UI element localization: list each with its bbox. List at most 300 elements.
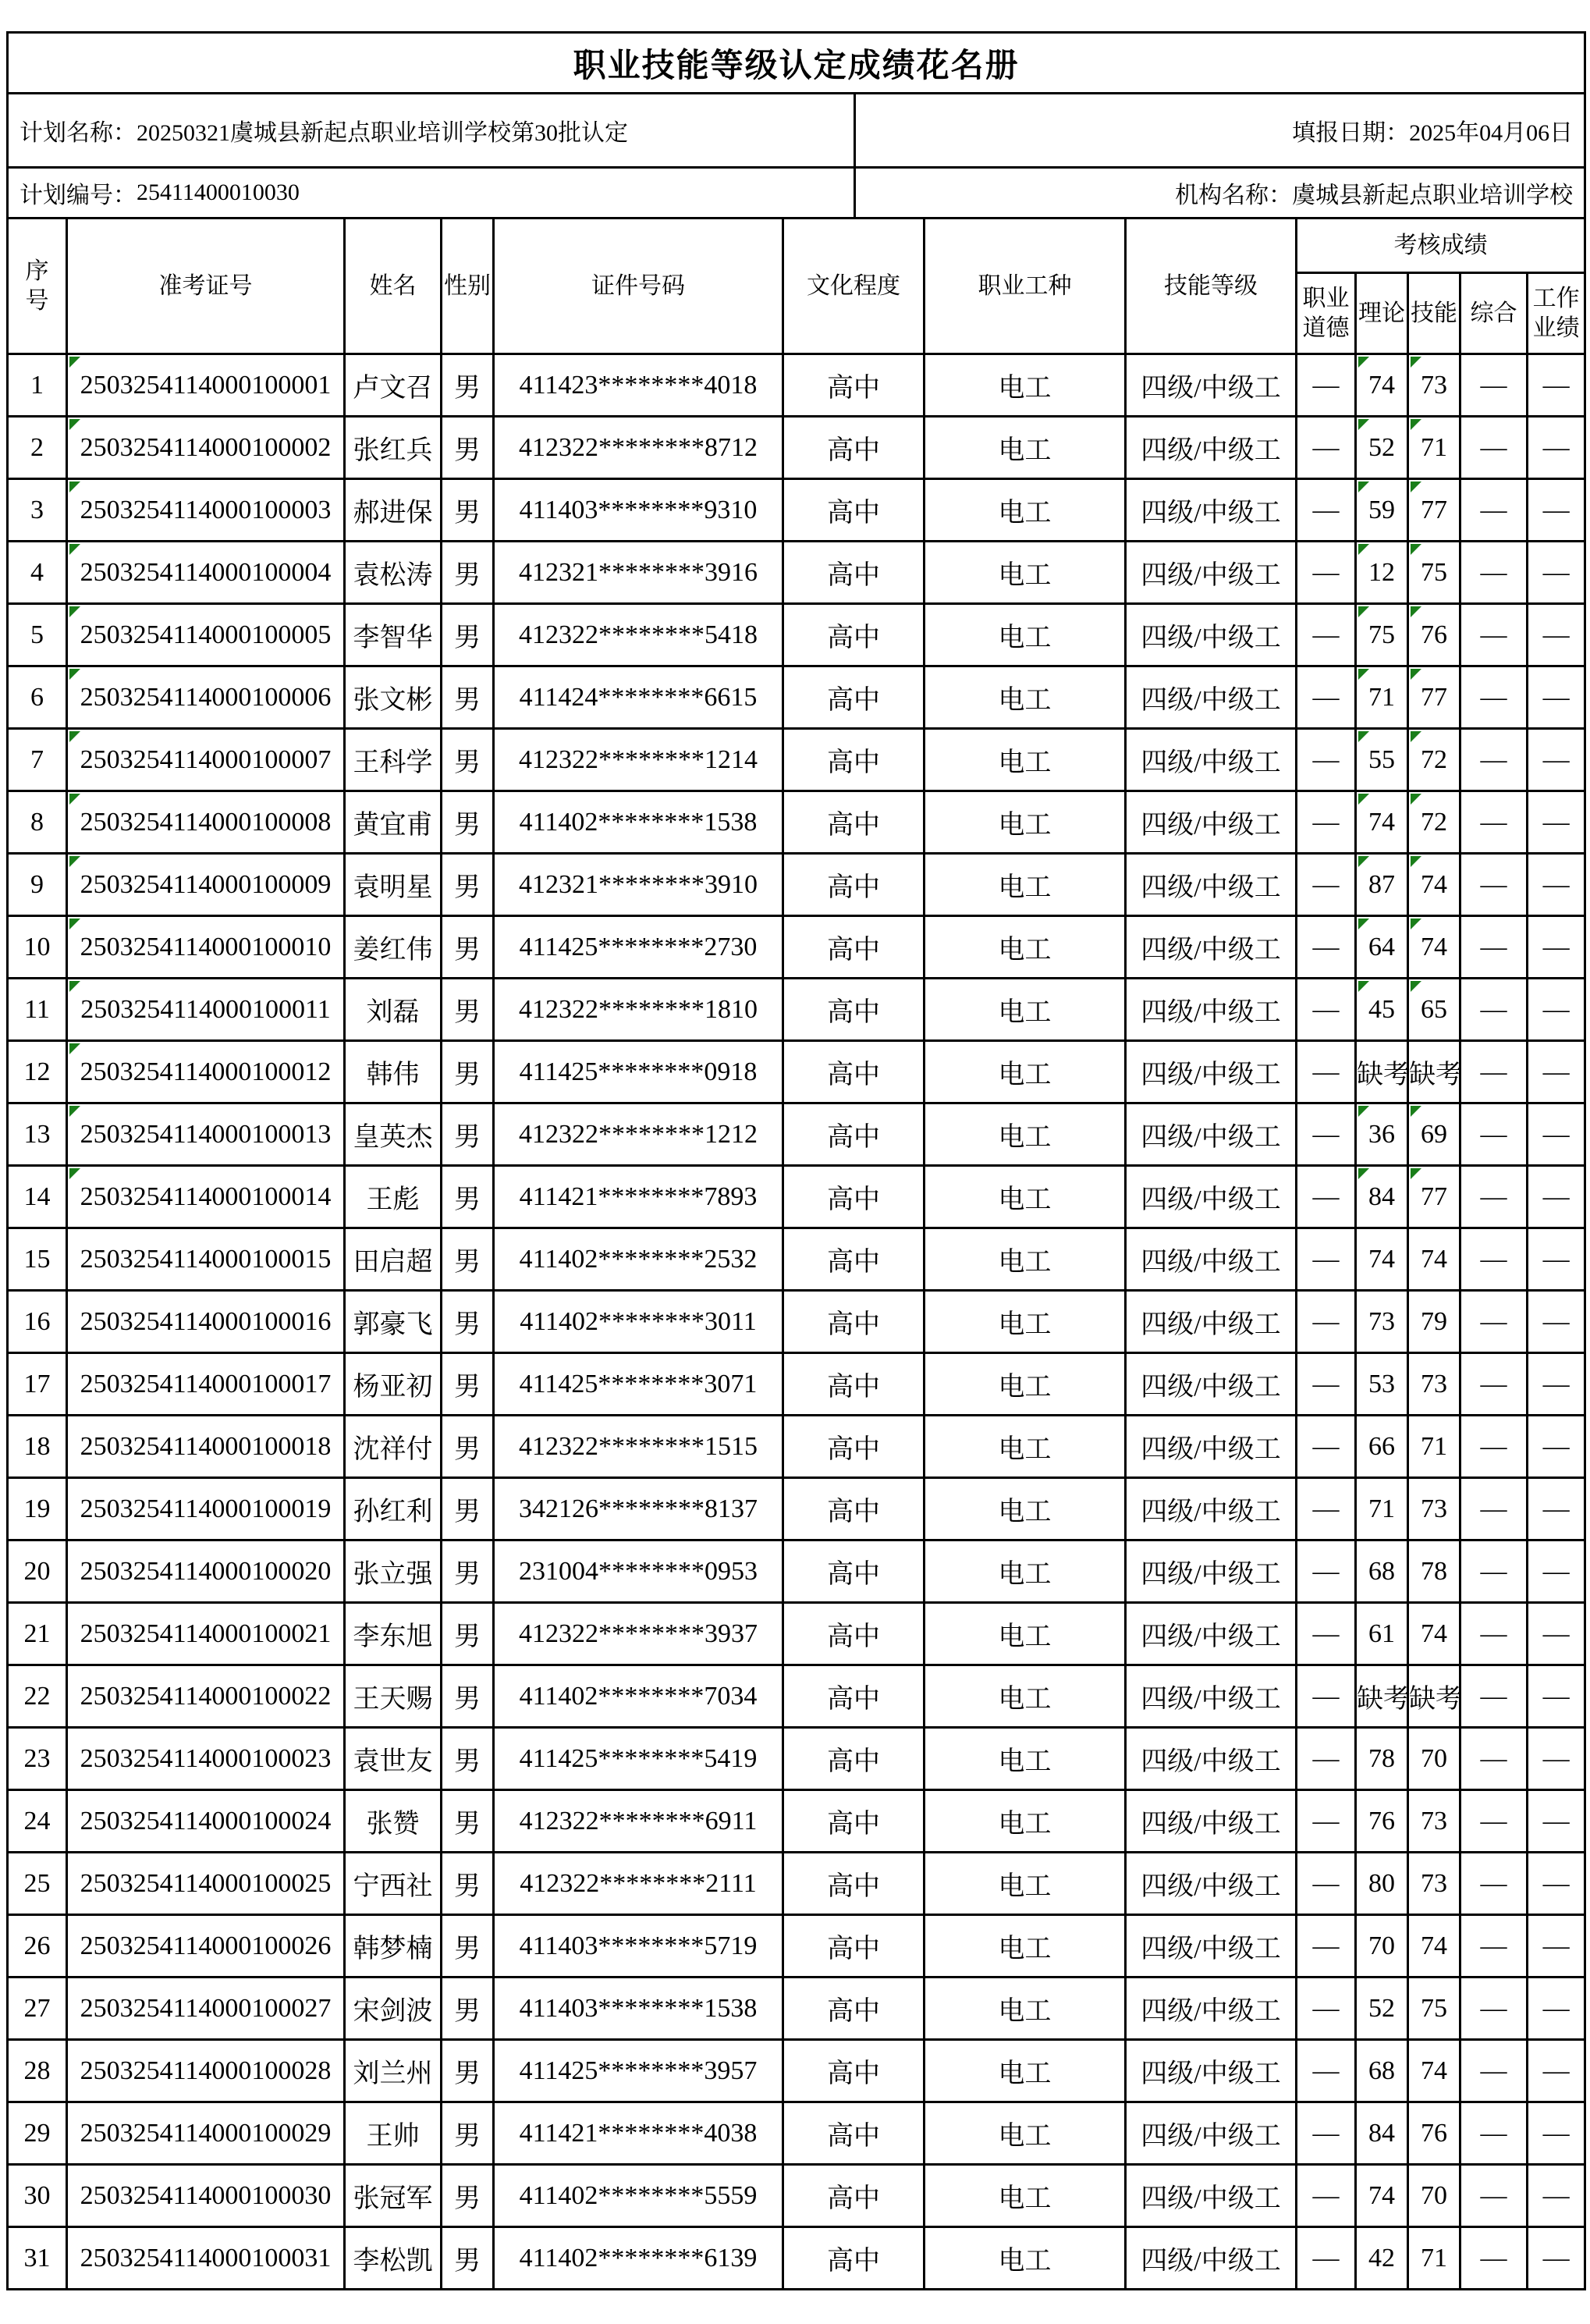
- cell-education: 高中: [783, 1540, 925, 1603]
- cell-comprehensive: —: [1460, 1416, 1528, 1478]
- roster-table: [6, 31, 1586, 2290]
- cell-comprehensive: —: [1460, 666, 1528, 729]
- cell-ticket: 2503254114000100001: [67, 354, 345, 417]
- cell-no: 5: [8, 604, 67, 666]
- cell-id-number: 412322********1214: [494, 729, 783, 791]
- cell-work-performance: —: [1528, 1915, 1585, 1978]
- cell-gender: 男: [442, 1353, 494, 1416]
- cell-theory: 缺考: [1356, 1665, 1408, 1728]
- cell-ethics: —: [1297, 354, 1356, 417]
- cell-gender: 男: [442, 666, 494, 729]
- cell-name: 李智华: [345, 604, 442, 666]
- cell-no: 9: [8, 854, 67, 916]
- cell-comprehensive: —: [1460, 2102, 1528, 2165]
- cell-ethics: —: [1297, 1353, 1356, 1416]
- cell-comprehensive: —: [1460, 417, 1528, 479]
- cell-id-number: 412322********8712: [494, 417, 783, 479]
- cell-gender: 男: [442, 1416, 494, 1478]
- cell-skill: 缺考: [1408, 1665, 1460, 1728]
- cell-education: 高中: [783, 1665, 925, 1728]
- cell-name: 张冠军: [345, 2165, 442, 2227]
- cell-gender: 男: [442, 1478, 494, 1540]
- cell-no: 26: [8, 1915, 67, 1978]
- cell-skill-level: 四级/中级工: [1126, 1853, 1297, 1915]
- cell-gender: 男: [442, 1103, 494, 1166]
- cell-occupation: 电工: [925, 1166, 1126, 1228]
- cell-skill: 74: [1408, 2040, 1460, 2102]
- cell-name: 郭豪飞: [345, 1291, 442, 1353]
- cell-id-number: 411403********5719: [494, 1915, 783, 1978]
- cell-occupation: 电工: [925, 2227, 1126, 2290]
- cell-education: 高中: [783, 542, 925, 604]
- cell-ethics: —: [1297, 1728, 1356, 1790]
- cell-name: 韩梦楠: [345, 1915, 442, 1978]
- cell-theory: 64: [1356, 916, 1408, 979]
- cell-work-performance: —: [1528, 1540, 1585, 1603]
- cell-occupation: 电工: [925, 1540, 1126, 1603]
- table-row: [8, 479, 1585, 542]
- cell-ticket: 2503254114000100005: [67, 604, 345, 666]
- cell-occupation: 电工: [925, 1665, 1126, 1728]
- cell-comprehensive: —: [1460, 2040, 1528, 2102]
- table-row: [8, 1540, 1585, 1603]
- cell-skill: 74: [1408, 916, 1460, 979]
- table-row: [8, 542, 1585, 604]
- cell-occupation: 电工: [925, 604, 1126, 666]
- org-name: [856, 169, 1584, 217]
- cell-name: 孙红利: [345, 1478, 442, 1540]
- cell-skill-level: 四级/中级工: [1126, 604, 1297, 666]
- cell-ticket: 2503254114000100028: [67, 2040, 345, 2102]
- table-row: [8, 1790, 1585, 1853]
- cell-no: 14: [8, 1166, 67, 1228]
- cell-occupation: 电工: [925, 1853, 1126, 1915]
- cell-skill-level: 四级/中级工: [1126, 1603, 1297, 1665]
- cell-name: 张立强: [345, 1540, 442, 1603]
- org-name-label: 机构名称：: [1175, 183, 1293, 208]
- cell-name: 张文彬: [345, 666, 442, 729]
- cell-work-performance: —: [1528, 542, 1585, 604]
- cell-ethics: —: [1297, 1603, 1356, 1665]
- cell-ethics: —: [1297, 1790, 1356, 1853]
- cell-id-number: 411421********4038: [494, 2102, 783, 2165]
- plan-number-row: [8, 168, 1585, 219]
- cell-education: 高中: [783, 916, 925, 979]
- cell-theory: 45: [1356, 979, 1408, 1041]
- cell-name: 刘磊: [345, 979, 442, 1041]
- cell-ticket: 2503254114000100004: [67, 542, 345, 604]
- cell-skill: 71: [1408, 2227, 1460, 2290]
- cell-name: 宁西社: [345, 1853, 442, 1915]
- cell-education: 高中: [783, 1353, 925, 1416]
- cell-theory: 74: [1356, 354, 1408, 417]
- cell-ticket: 2503254114000100017: [67, 1353, 345, 1416]
- cell-education: 高中: [783, 1603, 925, 1665]
- cell-education: 高中: [783, 1291, 925, 1353]
- cell-comprehensive: —: [1460, 1853, 1528, 1915]
- cell-no: 18: [8, 1416, 67, 1478]
- cell-no: 6: [8, 666, 67, 729]
- table-row: [8, 1665, 1585, 1728]
- cell-no: 30: [8, 2165, 67, 2227]
- cell-id-number: 411425********3957: [494, 2040, 783, 2102]
- cell-skill-level: 四级/中级工: [1126, 1166, 1297, 1228]
- cell-no: 24: [8, 1790, 67, 1853]
- cell-work-performance: —: [1528, 1790, 1585, 1853]
- col-header-gender: 性别: [442, 219, 494, 354]
- cell-name: 刘兰州: [345, 2040, 442, 2102]
- cell-skill-level: 四级/中级工: [1126, 2165, 1297, 2227]
- cell-gender: 男: [442, 604, 494, 666]
- col-header-score-group: 考核成绩: [1297, 219, 1585, 273]
- cell-education: 高中: [783, 1853, 925, 1915]
- cell-ethics: —: [1297, 1853, 1356, 1915]
- cell-ticket: 2503254114000100011: [67, 979, 345, 1041]
- cell-gender: 男: [442, 1665, 494, 1728]
- cell-ticket: 2503254114000100019: [67, 1478, 345, 1540]
- cell-id-number: 411402********5559: [494, 2165, 783, 2227]
- cell-theory: 52: [1356, 1978, 1408, 2040]
- cell-ethics: —: [1297, 729, 1356, 791]
- cell-gender: 男: [442, 479, 494, 542]
- cell-work-performance: —: [1528, 1166, 1585, 1228]
- cell-skill-level: 四级/中级工: [1126, 854, 1297, 916]
- cell-skill-level: 四级/中级工: [1126, 1228, 1297, 1291]
- table-row: [8, 417, 1585, 479]
- cell-ticket: 2503254114000100029: [67, 2102, 345, 2165]
- cell-education: 高中: [783, 2165, 925, 2227]
- cell-gender: 男: [442, 417, 494, 479]
- cell-occupation: 电工: [925, 1478, 1126, 1540]
- cell-ethics: —: [1297, 2165, 1356, 2227]
- cell-work-performance: —: [1528, 479, 1585, 542]
- cell-theory: 42: [1356, 2227, 1408, 2290]
- cell-occupation: 电工: [925, 666, 1126, 729]
- cell-skill-level: 四级/中级工: [1126, 2040, 1297, 2102]
- table-row: [8, 1915, 1585, 1978]
- cell-skill: 77: [1408, 666, 1460, 729]
- cell-theory: 70: [1356, 1915, 1408, 1978]
- plan-info-row: [8, 94, 1585, 168]
- cell-education: 高中: [783, 604, 925, 666]
- cell-id-number: 411423********4018: [494, 354, 783, 417]
- cell-work-performance: —: [1528, 2165, 1585, 2227]
- cell-gender: 男: [442, 354, 494, 417]
- cell-gender: 男: [442, 2165, 494, 2227]
- cell-education: 高中: [783, 1478, 925, 1540]
- cell-skill: 71: [1408, 1416, 1460, 1478]
- cell-education: 高中: [783, 1103, 925, 1166]
- cell-no: 20: [8, 1540, 67, 1603]
- cell-skill: 75: [1408, 1978, 1460, 2040]
- cell-occupation: 电工: [925, 1228, 1126, 1291]
- cell-name: 皇英杰: [345, 1103, 442, 1166]
- table-row: [8, 729, 1585, 791]
- table-row: [8, 1603, 1585, 1665]
- cell-theory: 75: [1356, 604, 1408, 666]
- cell-comprehensive: —: [1460, 729, 1528, 791]
- cell-ticket: 2503254114000100030: [67, 2165, 345, 2227]
- cell-skill: 74: [1408, 1603, 1460, 1665]
- cell-comprehensive: —: [1460, 1041, 1528, 1103]
- cell-skill-level: 四级/中级工: [1126, 1478, 1297, 1540]
- cell-comprehensive: —: [1460, 1166, 1528, 1228]
- cell-comprehensive: —: [1460, 542, 1528, 604]
- cell-skill: 77: [1408, 1166, 1460, 1228]
- cell-id-number: 412322********6911: [494, 1790, 783, 1853]
- col-header-occupation: 职业工种: [925, 219, 1126, 354]
- cell-skill-level: 四级/中级工: [1126, 1915, 1297, 1978]
- cell-work-performance: —: [1528, 666, 1585, 729]
- cell-education: 高中: [783, 1978, 925, 2040]
- cell-occupation: 电工: [925, 1603, 1126, 1665]
- cell-id-number: 342126********8137: [494, 1478, 783, 1540]
- col-header-work-performance: 工作业绩: [1528, 273, 1585, 354]
- cell-comprehensive: —: [1460, 479, 1528, 542]
- cell-comprehensive: —: [1460, 2227, 1528, 2290]
- cell-theory: 71: [1356, 1478, 1408, 1540]
- cell-work-performance: —: [1528, 979, 1585, 1041]
- cell-work-performance: —: [1528, 1728, 1585, 1790]
- cell-skill: 72: [1408, 729, 1460, 791]
- cell-id-number: 411421********7893: [494, 1166, 783, 1228]
- cell-education: 高中: [783, 2102, 925, 2165]
- cell-skill: 79: [1408, 1291, 1460, 1353]
- cell-name: 田启超: [345, 1228, 442, 1291]
- cell-comprehensive: —: [1460, 1353, 1528, 1416]
- cell-theory: 12: [1356, 542, 1408, 604]
- cell-ticket: 2503254114000100023: [67, 1728, 345, 1790]
- cell-theory: 61: [1356, 1603, 1408, 1665]
- cell-ticket: 2503254114000100003: [67, 479, 345, 542]
- cell-occupation: 电工: [925, 1103, 1126, 1166]
- cell-comprehensive: —: [1460, 354, 1528, 417]
- cell-id-number: 411403********9310: [494, 479, 783, 542]
- cell-work-performance: —: [1528, 1103, 1585, 1166]
- cell-skill: 78: [1408, 1540, 1460, 1603]
- cell-skill-level: 四级/中级工: [1126, 1665, 1297, 1728]
- cell-skill: 缺考: [1408, 1041, 1460, 1103]
- cell-skill-level: 四级/中级工: [1126, 417, 1297, 479]
- cell-gender: 男: [442, 1728, 494, 1790]
- cell-education: 高中: [783, 854, 925, 916]
- cell-skill: 65: [1408, 979, 1460, 1041]
- cell-skill: 76: [1408, 2102, 1460, 2165]
- cell-work-performance: —: [1528, 854, 1585, 916]
- cell-comprehensive: —: [1460, 1478, 1528, 1540]
- cell-work-performance: —: [1528, 604, 1585, 666]
- cell-theory: 74: [1356, 2165, 1408, 2227]
- cell-ethics: —: [1297, 1416, 1356, 1478]
- plan-name: [9, 94, 856, 166]
- cell-comprehensive: —: [1460, 1978, 1528, 2040]
- cell-skill: 76: [1408, 604, 1460, 666]
- cell-work-performance: —: [1528, 1228, 1585, 1291]
- cell-gender: 男: [442, 1228, 494, 1291]
- cell-gender: 男: [442, 2227, 494, 2290]
- cell-ticket: 2503254114000100027: [67, 1978, 345, 2040]
- cell-theory: 68: [1356, 2040, 1408, 2102]
- cell-skill: 74: [1408, 1915, 1460, 1978]
- cell-ticket: 2503254114000100007: [67, 729, 345, 791]
- col-header-education: 文化程度: [783, 219, 925, 354]
- col-header-id-number: 证件号码: [494, 219, 783, 354]
- cell-no: 8: [8, 791, 67, 854]
- cell-work-performance: —: [1528, 1416, 1585, 1478]
- cell-name: 卢文召: [345, 354, 442, 417]
- cell-comprehensive: —: [1460, 1603, 1528, 1665]
- cell-education: 高中: [783, 1228, 925, 1291]
- cell-work-performance: —: [1528, 916, 1585, 979]
- cell-comprehensive: —: [1460, 791, 1528, 854]
- cell-occupation: 电工: [925, 417, 1126, 479]
- cell-work-performance: —: [1528, 1603, 1585, 1665]
- cell-comprehensive: —: [1460, 1291, 1528, 1353]
- cell-no: 29: [8, 2102, 67, 2165]
- cell-name: 袁明星: [345, 854, 442, 916]
- cell-id-number: 412321********3910: [494, 854, 783, 916]
- cell-no: 3: [8, 479, 67, 542]
- col-header-skill: 技能: [1408, 273, 1460, 354]
- cell-skill: 73: [1408, 354, 1460, 417]
- cell-education: 高中: [783, 1728, 925, 1790]
- cell-skill: 75: [1408, 542, 1460, 604]
- table-row: [8, 1291, 1585, 1353]
- cell-skill: 73: [1408, 1790, 1460, 1853]
- cell-skill: 74: [1408, 854, 1460, 916]
- cell-ethics: —: [1297, 854, 1356, 916]
- table-row: [8, 1416, 1585, 1478]
- report-date-label: 填报日期：: [1292, 120, 1410, 146]
- cell-skill-level: 四级/中级工: [1126, 729, 1297, 791]
- cell-gender: 男: [442, 542, 494, 604]
- cell-no: 17: [8, 1353, 67, 1416]
- cell-gender: 男: [442, 2102, 494, 2165]
- cell-skill-level: 四级/中级工: [1126, 2227, 1297, 2290]
- cell-work-performance: —: [1528, 729, 1585, 791]
- plan-number: [9, 169, 856, 217]
- cell-skill-level: 四级/中级工: [1126, 1790, 1297, 1853]
- cell-ethics: —: [1297, 1478, 1356, 1540]
- cell-education: 高中: [783, 1790, 925, 1853]
- cell-id-number: 411402********7034: [494, 1665, 783, 1728]
- cell-id-number: 412322********2111: [494, 1853, 783, 1915]
- cell-no: 31: [8, 2227, 67, 2290]
- cell-occupation: 电工: [925, 2165, 1126, 2227]
- cell-education: 高中: [783, 417, 925, 479]
- cell-skill: 72: [1408, 791, 1460, 854]
- cell-ticket: 2503254114000100008: [67, 791, 345, 854]
- cell-id-number: 411402********2532: [494, 1228, 783, 1291]
- cell-education: 高中: [783, 729, 925, 791]
- cell-theory: 74: [1356, 791, 1408, 854]
- cell-gender: 男: [442, 1915, 494, 1978]
- table-row: [8, 1103, 1585, 1166]
- cell-ticket: 2503254114000100020: [67, 1540, 345, 1603]
- cell-education: 高中: [783, 1166, 925, 1228]
- col-header-skill-level: 技能等级: [1126, 219, 1297, 354]
- cell-skill: 77: [1408, 479, 1460, 542]
- cell-work-performance: —: [1528, 2227, 1585, 2290]
- table-row: [8, 666, 1585, 729]
- table-row: [8, 2102, 1585, 2165]
- cell-education: 高中: [783, 2227, 925, 2290]
- cell-work-performance: —: [1528, 1853, 1585, 1915]
- cell-name: 袁世友: [345, 1728, 442, 1790]
- cell-education: 高中: [783, 1915, 925, 1978]
- cell-work-performance: —: [1528, 417, 1585, 479]
- cell-gender: 男: [442, 2040, 494, 2102]
- cell-occupation: 电工: [925, 1041, 1126, 1103]
- cell-name: 张红兵: [345, 417, 442, 479]
- cell-education: 高中: [783, 979, 925, 1041]
- cell-id-number: 411403********1538: [494, 1978, 783, 2040]
- cell-theory: 84: [1356, 1166, 1408, 1228]
- cell-comprehensive: —: [1460, 604, 1528, 666]
- cell-ethics: —: [1297, 1978, 1356, 2040]
- cell-id-number: 412322********3937: [494, 1603, 783, 1665]
- cell-occupation: 电工: [925, 2102, 1126, 2165]
- cell-name: 王科学: [345, 729, 442, 791]
- cell-occupation: 电工: [925, 1728, 1126, 1790]
- cell-occupation: 电工: [925, 729, 1126, 791]
- cell-gender: 男: [442, 729, 494, 791]
- table-row: [8, 604, 1585, 666]
- cell-id-number: 412322********1212: [494, 1103, 783, 1166]
- col-header-comprehensive: 综合: [1460, 273, 1528, 354]
- cell-occupation: 电工: [925, 1915, 1126, 1978]
- cell-theory: 68: [1356, 1540, 1408, 1603]
- cell-work-performance: —: [1528, 1041, 1585, 1103]
- table-row: [8, 1728, 1585, 1790]
- cell-id-number: 412321********3916: [494, 542, 783, 604]
- cell-skill: 73: [1408, 1853, 1460, 1915]
- plan-number-label: 计划编号：: [20, 183, 137, 208]
- cell-gender: 男: [442, 1291, 494, 1353]
- cell-occupation: 电工: [925, 2040, 1126, 2102]
- cell-ethics: —: [1297, 1915, 1356, 1978]
- cell-skill-level: 四级/中级工: [1126, 1291, 1297, 1353]
- cell-education: 高中: [783, 1041, 925, 1103]
- cell-ticket: 2503254114000100021: [67, 1603, 345, 1665]
- cell-gender: 男: [442, 979, 494, 1041]
- cell-no: 7: [8, 729, 67, 791]
- table-row: [8, 979, 1585, 1041]
- cell-skill-level: 四级/中级工: [1126, 542, 1297, 604]
- cell-ticket: 2503254114000100024: [67, 1790, 345, 1853]
- cell-occupation: 电工: [925, 479, 1126, 542]
- cell-ethics: —: [1297, 1166, 1356, 1228]
- cell-id-number: 412322********1810: [494, 979, 783, 1041]
- cell-theory: 66: [1356, 1416, 1408, 1478]
- cell-occupation: 电工: [925, 354, 1126, 417]
- cell-occupation: 电工: [925, 1416, 1126, 1478]
- cell-gender: 男: [442, 1978, 494, 2040]
- cell-id-number: 411425********5419: [494, 1728, 783, 1790]
- cell-no: 21: [8, 1603, 67, 1665]
- cell-occupation: 电工: [925, 1790, 1126, 1853]
- table-row: [8, 1478, 1585, 1540]
- cell-id-number: 412322********1515: [494, 1416, 783, 1478]
- cell-gender: 男: [442, 1603, 494, 1665]
- cell-ticket: 2503254114000100014: [67, 1166, 345, 1228]
- cell-comprehensive: —: [1460, 1228, 1528, 1291]
- cell-no: 22: [8, 1665, 67, 1728]
- cell-ethics: —: [1297, 604, 1356, 666]
- cell-skill-level: 四级/中级工: [1126, 916, 1297, 979]
- cell-skill-level: 四级/中级工: [1126, 1540, 1297, 1603]
- cell-skill-level: 四级/中级工: [1126, 479, 1297, 542]
